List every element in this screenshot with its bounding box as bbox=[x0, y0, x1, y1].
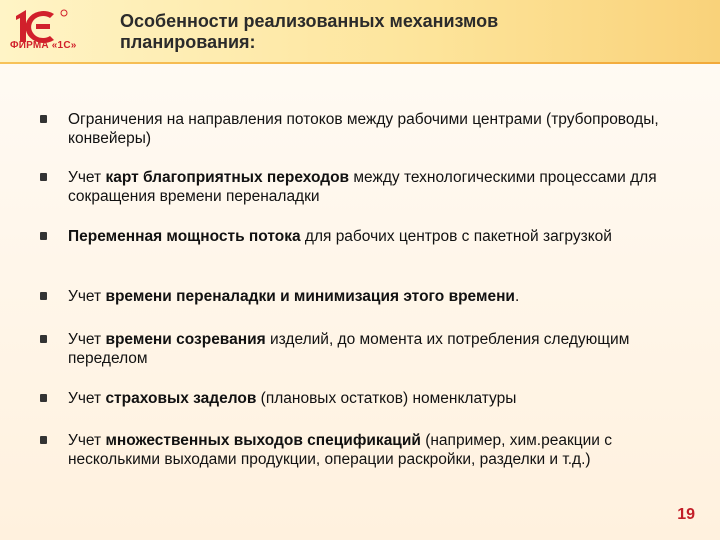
list-item bbox=[40, 287, 660, 306]
slide-header bbox=[0, 0, 720, 62]
bold-text: времени переналадки и минимизация этого времени bbox=[105, 288, 515, 305]
bullet-icon bbox=[40, 232, 47, 240]
bullet-icon bbox=[40, 292, 47, 300]
bold-text: страховых заделов bbox=[105, 390, 257, 407]
plain-text: Учет bbox=[68, 169, 106, 186]
page-number: 19 bbox=[677, 506, 695, 523]
bold-text: карт благоприятных переходов bbox=[105, 169, 350, 186]
plain-text: (например, хим.реакции с несколькими выходами продукции, операции раскройки, разделки и т.д.) bbox=[68, 432, 612, 468]
list-item-text bbox=[68, 330, 660, 368]
list-item bbox=[40, 431, 660, 469]
bullet-icon bbox=[40, 436, 47, 444]
bullet-icon bbox=[40, 173, 47, 181]
plain-text: Учет bbox=[68, 288, 106, 305]
plain-text: изделий, до момента их потребления следующим переделом bbox=[68, 331, 630, 367]
plain-text: между технологическими процессами для сокращения времени переналадки bbox=[68, 169, 657, 205]
plain-text: Учет bbox=[68, 432, 106, 449]
bold-text: множественных выходов спецификаций bbox=[105, 432, 421, 449]
list-item bbox=[40, 227, 660, 246]
list-item-text bbox=[68, 110, 660, 148]
plain-text: для рабочих центров с пакетной загрузкой bbox=[300, 228, 612, 245]
list-item-text bbox=[68, 168, 660, 206]
list-item-text bbox=[68, 431, 660, 469]
bullet-icon bbox=[40, 115, 47, 123]
slide-title: Особенности реализованных механизмов планирования: bbox=[120, 11, 499, 52]
plain-text: Учет bbox=[68, 390, 106, 407]
plain-text: (плановых остатков) номенклатуры bbox=[256, 390, 517, 407]
bullet-icon bbox=[40, 394, 47, 402]
list-item bbox=[40, 330, 660, 368]
plain-text: Ограничения на направления потоков между рабочими центрами (трубопроводы, конвейеры) bbox=[68, 111, 659, 147]
list-item bbox=[40, 168, 660, 206]
plain-text: . bbox=[514, 288, 520, 305]
list-item-text bbox=[68, 389, 660, 408]
logo-caption: ФИРМА «1С» bbox=[10, 40, 77, 51]
bold-text: времени созревания bbox=[105, 331, 266, 348]
bullet-icon bbox=[40, 335, 47, 343]
list-item-text bbox=[68, 227, 660, 246]
list-item bbox=[40, 110, 660, 148]
list-item-text bbox=[68, 287, 660, 306]
bold-text: Переменная мощность потока bbox=[68, 228, 301, 245]
plain-text: Учет bbox=[68, 331, 106, 348]
list-item bbox=[40, 389, 660, 408]
